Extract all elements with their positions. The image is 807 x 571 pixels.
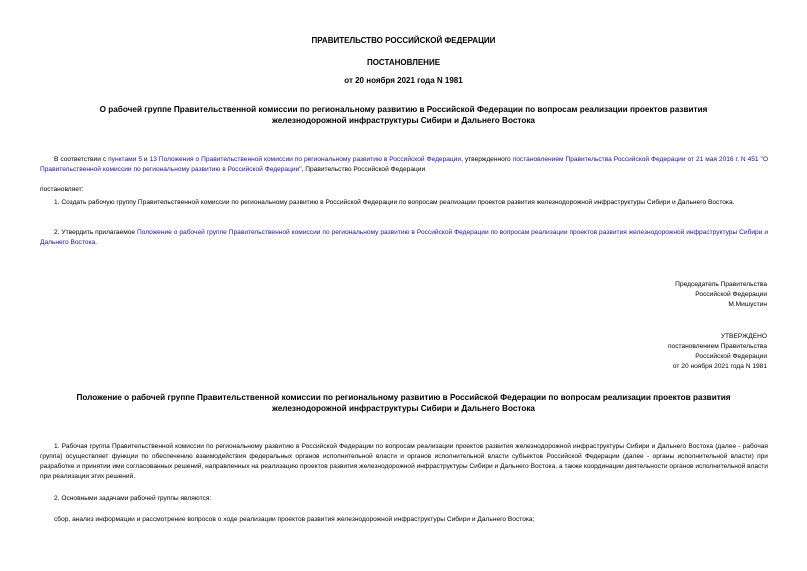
- item-2-text: 2. Утвердить прилагаемое: [54, 229, 137, 236]
- signature-country: Российской Федерации: [695, 291, 767, 298]
- document-type: ПОСТАНОВЛЕНИЕ: [366, 58, 441, 67]
- document-title-line2: железнодорожной инфраструктуры Сибири и Дальнего Востока: [272, 116, 535, 125]
- approval-stamp: [668, 332, 767, 372]
- document-date: от 20 ноября 2021 года N 1981: [344, 76, 463, 85]
- preamble: [40, 155, 768, 175]
- regulation-title-line1: Положение о рабочей группе Правительственной комиссии по региональному развитию в Российской Федерации по вопросам реализации проектов развития: [76, 393, 731, 402]
- regulation-title: [60, 392, 747, 414]
- preamble-text-1: В соответствии с: [54, 156, 109, 163]
- link-regulation-commission[interactable]: 13 Положения о Правительственной комиссии по региональному развитию в Российской Федерации: [149, 156, 462, 163]
- approved-country: Российской Федерации: [695, 353, 767, 360]
- preamble-text-2: и: [142, 156, 150, 163]
- resolves-text: постановляет:: [40, 186, 84, 193]
- regulation-paragraph-3: сбор, анализ информации и рассмотрение вопросов о ходе реализации проектов развития железнодорожной инфраструктуры Сибири и Дальнего Востока;: [54, 516, 535, 523]
- preamble-text-3: , утвержденного: [461, 156, 513, 163]
- approved-date: от 20 ноября 2021 года N 1981: [672, 363, 767, 370]
- approved-label: УТВЕРЖДЕНО: [720, 333, 767, 340]
- item-1: [40, 198, 768, 208]
- preamble-text-4: , Правительство Российской Федерации: [301, 166, 426, 173]
- signature-position: Председатель Правительства: [675, 281, 767, 288]
- signature-name: М.Мишустин: [728, 301, 767, 308]
- regulation-paragraph-2: 2. Основными задачами рабочей группы являются:: [54, 495, 212, 502]
- link-regulation-working-group[interactable]: Положение о рабочей группе Правительственной комиссии по региональному развитию в Российской Федерации по вопросам реализации проектов развития железнодорожной инфраструктуры Сибири и Дальнего Востока: [40, 229, 769, 246]
- link-decree-451[interactable]: постановлением Правительства Российской Федерации от 21 мая 2016 г. N 451 "О Правительственной комиссии по региональному развитию в Российской Федерации": [40, 156, 768, 173]
- item-2-end: .: [95, 239, 97, 246]
- regulation-paragraph-1: [40, 442, 768, 482]
- item-1-text: 1. Создать рабочую группу Правительственной комиссии по региональному развитию в Российской Федерации по вопросам реализации проектов развития железнодорожной инфраструктуры Сибири и Дальнего Востока.: [54, 199, 735, 206]
- regulation-title-line2: железнодорожной инфраструктуры Сибири и Дальнего Востока: [272, 404, 535, 413]
- signature-block: [675, 280, 767, 310]
- regulation-paragraph-1-text: 1. Рабочая группа Правительственной комиссии по региональному развитию в Российской Федерации по вопросам реализации проектов развития железнодорожной инфраструктуры Сибири и Дальнего Востока (далее - рабочая группа) осуществляет функции по обеспечению взаимодействия федеральных органов исполнительной власти и органов исполнительной власти субъектов Российской Федерации (далее - органы исполнительной власти) при разработке и принятии ими согласованных решений, направленных на реализацию проектов развития железнодорожной инфраструктуры Сибири и Дальнего Востока, а также координации деятельности органов исполнительной власти при реализации этих решений.: [40, 443, 768, 480]
- government-heading: ПРАВИТЕЛЬСТВО РОССИЙСКОЙ ФЕДЕРАЦИИ: [311, 36, 496, 45]
- approved-by: постановлением Правительства: [667, 343, 767, 350]
- item-2: [40, 228, 768, 248]
- document-title: [60, 104, 747, 126]
- link-points-5[interactable]: пунктами 5: [108, 156, 142, 163]
- document-title-line1: О рабочей группе Правительственной комиссии по региональному развитию в Российской Федерации по вопросам реализации проектов развития: [99, 105, 708, 114]
